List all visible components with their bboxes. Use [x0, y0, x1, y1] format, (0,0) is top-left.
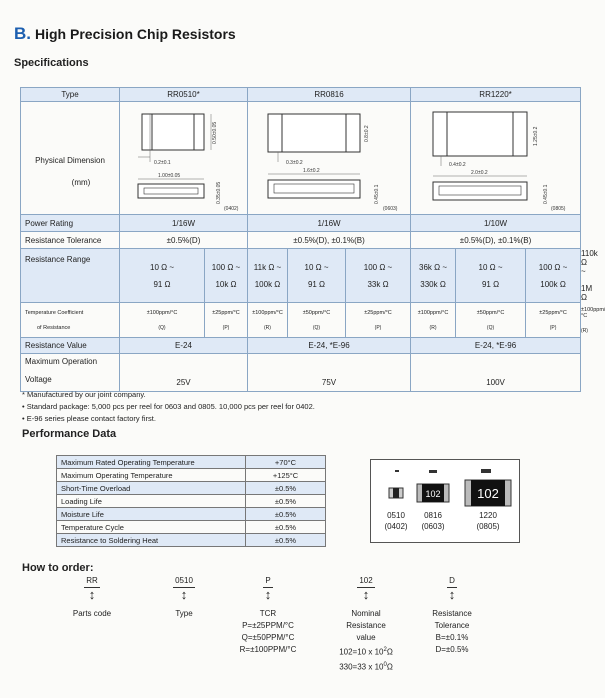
perf-key: Loading Life [57, 495, 246, 508]
rv-0510: E-24 [120, 338, 248, 354]
tcr-cell [456, 303, 526, 338]
page-title [14, 24, 236, 44]
tcr-label-1: Temperature Coefficient [25, 309, 84, 316]
chip-size-comparison [370, 459, 520, 543]
type-row [21, 88, 581, 102]
order-desc: Resistance [432, 609, 472, 618]
order-code: 102 [357, 575, 374, 588]
performance-table [56, 455, 326, 547]
type-0816: RR0816 [248, 88, 411, 102]
tcr-label [21, 303, 120, 338]
order-desc-sup: 2 [383, 647, 387, 653]
tcr-cell [120, 303, 205, 338]
dim-drawing-1220 [411, 102, 581, 215]
specifications-heading: Specifications [14, 57, 89, 69]
perf-key: Temperature Cycle [57, 521, 246, 534]
how-to-order-heading: How to order: [22, 562, 94, 574]
order-desc: Type [175, 609, 193, 618]
perf-value: ±0.5% [246, 521, 326, 534]
performance-heading: Performance Data [22, 428, 117, 440]
rv-0816: E-24, *E-96 [248, 338, 411, 354]
dimension-row [21, 102, 581, 215]
order-desc-unit: Ω [386, 662, 393, 672]
range-top: 100 Ω ~ [211, 262, 241, 272]
range-bot: 330k Ω [420, 279, 446, 289]
tcr-value: ±50ppm/°C [302, 309, 331, 316]
order-desc-sup: 0 [383, 661, 387, 668]
tcr-value: ±25ppm/°C [539, 309, 567, 316]
dim-drawing-0816 [248, 102, 411, 215]
tcr-grade: (R) [429, 324, 437, 331]
chip-code: (0402) [384, 522, 408, 531]
perf-value: ±0.5% [246, 482, 326, 495]
table-row [57, 534, 326, 547]
range-bot: 100k Ω [540, 279, 566, 289]
code-0510: (0402) [224, 206, 239, 212]
range-row: Resistance Range 10 Ω ~ 91 Ω 100 Ω ~ 10k Ω 11k Ω ~ 100k Ω 10 Ω ~ 91 Ω 100 Ω ~ 33k Ω 36k Ω ~ 330k Ω 10 Ω ~ 91 Ω 100 Ω ~ 100k Ω 110k Ω ~ 1M Ω [21, 249, 581, 303]
tcr-cell [205, 303, 248, 338]
chip-size: 1220 [479, 511, 497, 520]
tcr-value: ±100ppm/°C [417, 309, 449, 316]
order-desc: B=±0.1% [435, 633, 469, 642]
range-bot: 91 Ω [307, 279, 326, 289]
code-0816: (0603) [383, 206, 398, 212]
tcr-grade: (P) [222, 324, 230, 331]
range-cell [411, 249, 456, 303]
phys-label: Physical Dimension [35, 156, 105, 165]
tol-0816: ±0.5%(D), ±0.1%(B) [248, 232, 411, 249]
table-row [57, 482, 326, 495]
tcr-grade: (P) [549, 324, 557, 331]
voltage-label-1: Maximum Operation [25, 357, 98, 366]
tcr-cell [411, 303, 456, 338]
tcr-grade: (P) [374, 324, 382, 331]
range-bot: 100k Ω [254, 279, 281, 289]
tcr-grade: (Q) [312, 324, 321, 331]
up-down-arrow-icon: ↕ [264, 587, 272, 602]
tcr-value: ±25ppm/°C [364, 309, 392, 316]
note-item: • E-96 series please contact factory first. [22, 414, 156, 423]
range-cell [205, 249, 248, 303]
dim-w-1220: 0.4±0.2 [449, 162, 466, 168]
range-cell [346, 249, 411, 303]
tcr-grade: (Q) [158, 324, 166, 331]
range-bot: 33k Ω [367, 279, 389, 289]
range-top: 100 Ω ~ [538, 262, 568, 272]
power-1220: 1/10W [411, 215, 581, 232]
mm-label: (mm) [71, 178, 91, 187]
order-desc: Parts code [72, 609, 112, 618]
order-desc: R=±100PPM/°C [239, 645, 297, 654]
range-top: 11k Ω ~ [253, 262, 282, 272]
tcr-value: ±100ppm/°C [146, 309, 178, 316]
range-cell [120, 249, 205, 303]
type-label: Type [21, 88, 120, 102]
mov-1220: 100V [411, 354, 581, 392]
range-label: Resistance Range [21, 249, 120, 303]
notes [22, 389, 315, 425]
range-top: 36k Ω ~ [419, 262, 448, 272]
chip-code: (0603) [421, 522, 445, 531]
resistance-value-row [21, 338, 581, 354]
order-code: RR [84, 575, 100, 588]
tcr-cell [288, 303, 346, 338]
tcr-grade: (R) [264, 324, 271, 331]
table-row [57, 521, 326, 534]
perf-key: Maximum Operating Temperature [57, 469, 246, 482]
chip-drawing-0510 [120, 102, 248, 214]
range-cell [526, 249, 581, 303]
order-tcr [228, 575, 308, 656]
type-0510: RR0510* [120, 88, 248, 102]
order-code: P [263, 575, 272, 588]
order-desc: D=±0.5% [435, 645, 469, 654]
title-text: High Precision Chip Resistors [35, 26, 236, 42]
range-bot: 91 Ω [481, 279, 500, 289]
up-down-arrow-icon: ↕ [448, 587, 456, 602]
dim-l-1220: 2.0±0.2 [471, 170, 488, 176]
dim-w-0816: 0.3±0.2 [286, 160, 303, 166]
perf-value: ±0.5% [246, 534, 326, 547]
tcr-value: ±50ppm/°C [476, 309, 505, 316]
range-bot: 10k Ω [215, 279, 237, 289]
tcr-row: Temperature Coefficient of Resistance ±100ppm/°C (Q) ±25ppm/°C (P) ±100ppm/°C (R) ±50ppm/°C (Q) ±25ppm/°C (P) ±100ppm/°C (R) ±50ppm/°C (Q) ±25ppm/°C (P) ±100ppm/°C (R) [21, 303, 581, 338]
range-cell [248, 249, 288, 303]
up-down-arrow-icon: ↕ [88, 587, 96, 602]
chip-size: 0816 [424, 511, 442, 520]
dim-h-0816: 0.8±0.2 [364, 125, 370, 142]
order-code: 0510 [173, 575, 195, 588]
mov-0510: 25V [120, 354, 248, 392]
perf-value: ±0.5% [246, 508, 326, 521]
order-code: D [447, 575, 457, 588]
physical-dimension-label [21, 102, 120, 215]
range-bot: 91 Ω [153, 279, 171, 289]
dim-t-0510: 0.35±0.05 [216, 181, 222, 204]
order-part-code [60, 575, 124, 620]
order-desc-text: 102=10 x 10 [339, 647, 384, 657]
tcr-label-2: of Resistance [37, 324, 71, 331]
order-desc: TCR [259, 609, 277, 618]
order-desc: value [356, 633, 376, 642]
note-item: • Standard package: 5,000 pcs per reel for 0603 and 0805. 10,000 pcs per reel for 0402. [22, 402, 315, 411]
tcr-value: ±25ppm/°C [212, 309, 240, 316]
power-row [21, 215, 581, 232]
voltage-label [21, 354, 120, 392]
range-cell [456, 249, 526, 303]
chip-label-1220 [469, 510, 507, 532]
dim-l-0510: 1.00±0.05 [158, 173, 181, 179]
chip-mark-1220: 102 [477, 486, 499, 501]
range-top: 100 Ω ~ [363, 262, 393, 272]
code-1220: (0805) [551, 206, 566, 212]
dim-t-0816: 0.45±0.1 [374, 184, 380, 204]
dim-w-0510: 0.2±0.1 [154, 160, 171, 166]
table-row [57, 469, 326, 482]
voltage-row [21, 354, 581, 392]
perf-key: Resistance to Soldering Heat [57, 534, 246, 547]
order-desc: Resistance [346, 621, 386, 630]
rv-1220: E-24, *E-96 [411, 338, 581, 354]
range-cell [288, 249, 346, 303]
power-label: Power Rating [21, 215, 120, 232]
up-down-arrow-icon: ↕ [362, 587, 370, 602]
chip-label-0510 [377, 510, 415, 532]
order-nominal-value [328, 575, 404, 673]
tcr-cell [526, 303, 581, 338]
tolerance-label: Resistance Tolerance [21, 232, 120, 249]
dim-t-1220: 0.45±0.1 [543, 184, 550, 204]
note-item: * Manufactured by our joint company. [22, 390, 146, 399]
order-desc [328, 659, 404, 674]
resistance-value-label: Resistance Value [21, 338, 120, 354]
perf-key: Moisture Life [57, 508, 246, 521]
tcr-value: ±100ppm/°C [252, 309, 283, 316]
table-row [57, 456, 326, 469]
range-top: 10 Ω ~ [304, 262, 329, 272]
spec-table [20, 87, 605, 392]
tcr-cell [346, 303, 411, 338]
voltage-label-2: Voltage [25, 375, 52, 384]
table-row [57, 508, 326, 521]
perf-key: Short-Time Overload [57, 482, 246, 495]
perf-value: +70°C [246, 456, 326, 469]
order-tolerance [414, 575, 490, 656]
dim-h-0510: 0.50±0.05 [212, 121, 218, 144]
order-desc: P=±25PPM/°C [242, 621, 294, 630]
dim-drawing-0510 [120, 102, 248, 215]
dim-h-1220: 1.25±0.2 [533, 126, 540, 146]
perf-value: ±0.5% [246, 495, 326, 508]
tol-0510: ±0.5%(D) [120, 232, 248, 249]
perf-key: Maximum Rated Operating Temperature [57, 456, 246, 469]
order-desc-unit: Ω [386, 647, 393, 657]
power-0816: 1/16W [248, 215, 411, 232]
tolerance-row [21, 232, 581, 249]
dim-l-0816: 1.6±0.2 [303, 168, 320, 174]
range-top: 10 Ω ~ [150, 262, 174, 272]
chip-size: 0510 [387, 511, 405, 520]
chip-drawing-0816 [248, 102, 411, 214]
order-desc-text: 330=33 x 10 [339, 662, 384, 672]
up-down-arrow-icon: ↕ [180, 587, 188, 602]
table-row [57, 495, 326, 508]
range-top: 10 Ω ~ [478, 262, 503, 272]
section-letter: B. [14, 24, 31, 43]
chip-code: (0805) [476, 522, 500, 531]
perf-value: +125°C [246, 469, 326, 482]
type-1220: RR1220* [411, 88, 581, 102]
tol-1220: ±0.5%(D), ±0.1%(B) [411, 232, 581, 249]
power-0510: 1/16W [120, 215, 248, 232]
tcr-cell [248, 303, 288, 338]
chip-label-0816 [414, 510, 452, 532]
order-desc [328, 644, 404, 659]
tcr-grade: (Q) [486, 324, 495, 331]
order-desc: Tolerance [434, 621, 470, 630]
chip-mark-0816: 102 [425, 489, 441, 499]
order-desc: Q=±50PPM/°C [241, 633, 295, 642]
mov-0816: 75V [248, 354, 411, 392]
order-type [152, 575, 216, 620]
chip-drawing-1220 [411, 102, 581, 214]
order-desc: Nominal [351, 609, 381, 618]
